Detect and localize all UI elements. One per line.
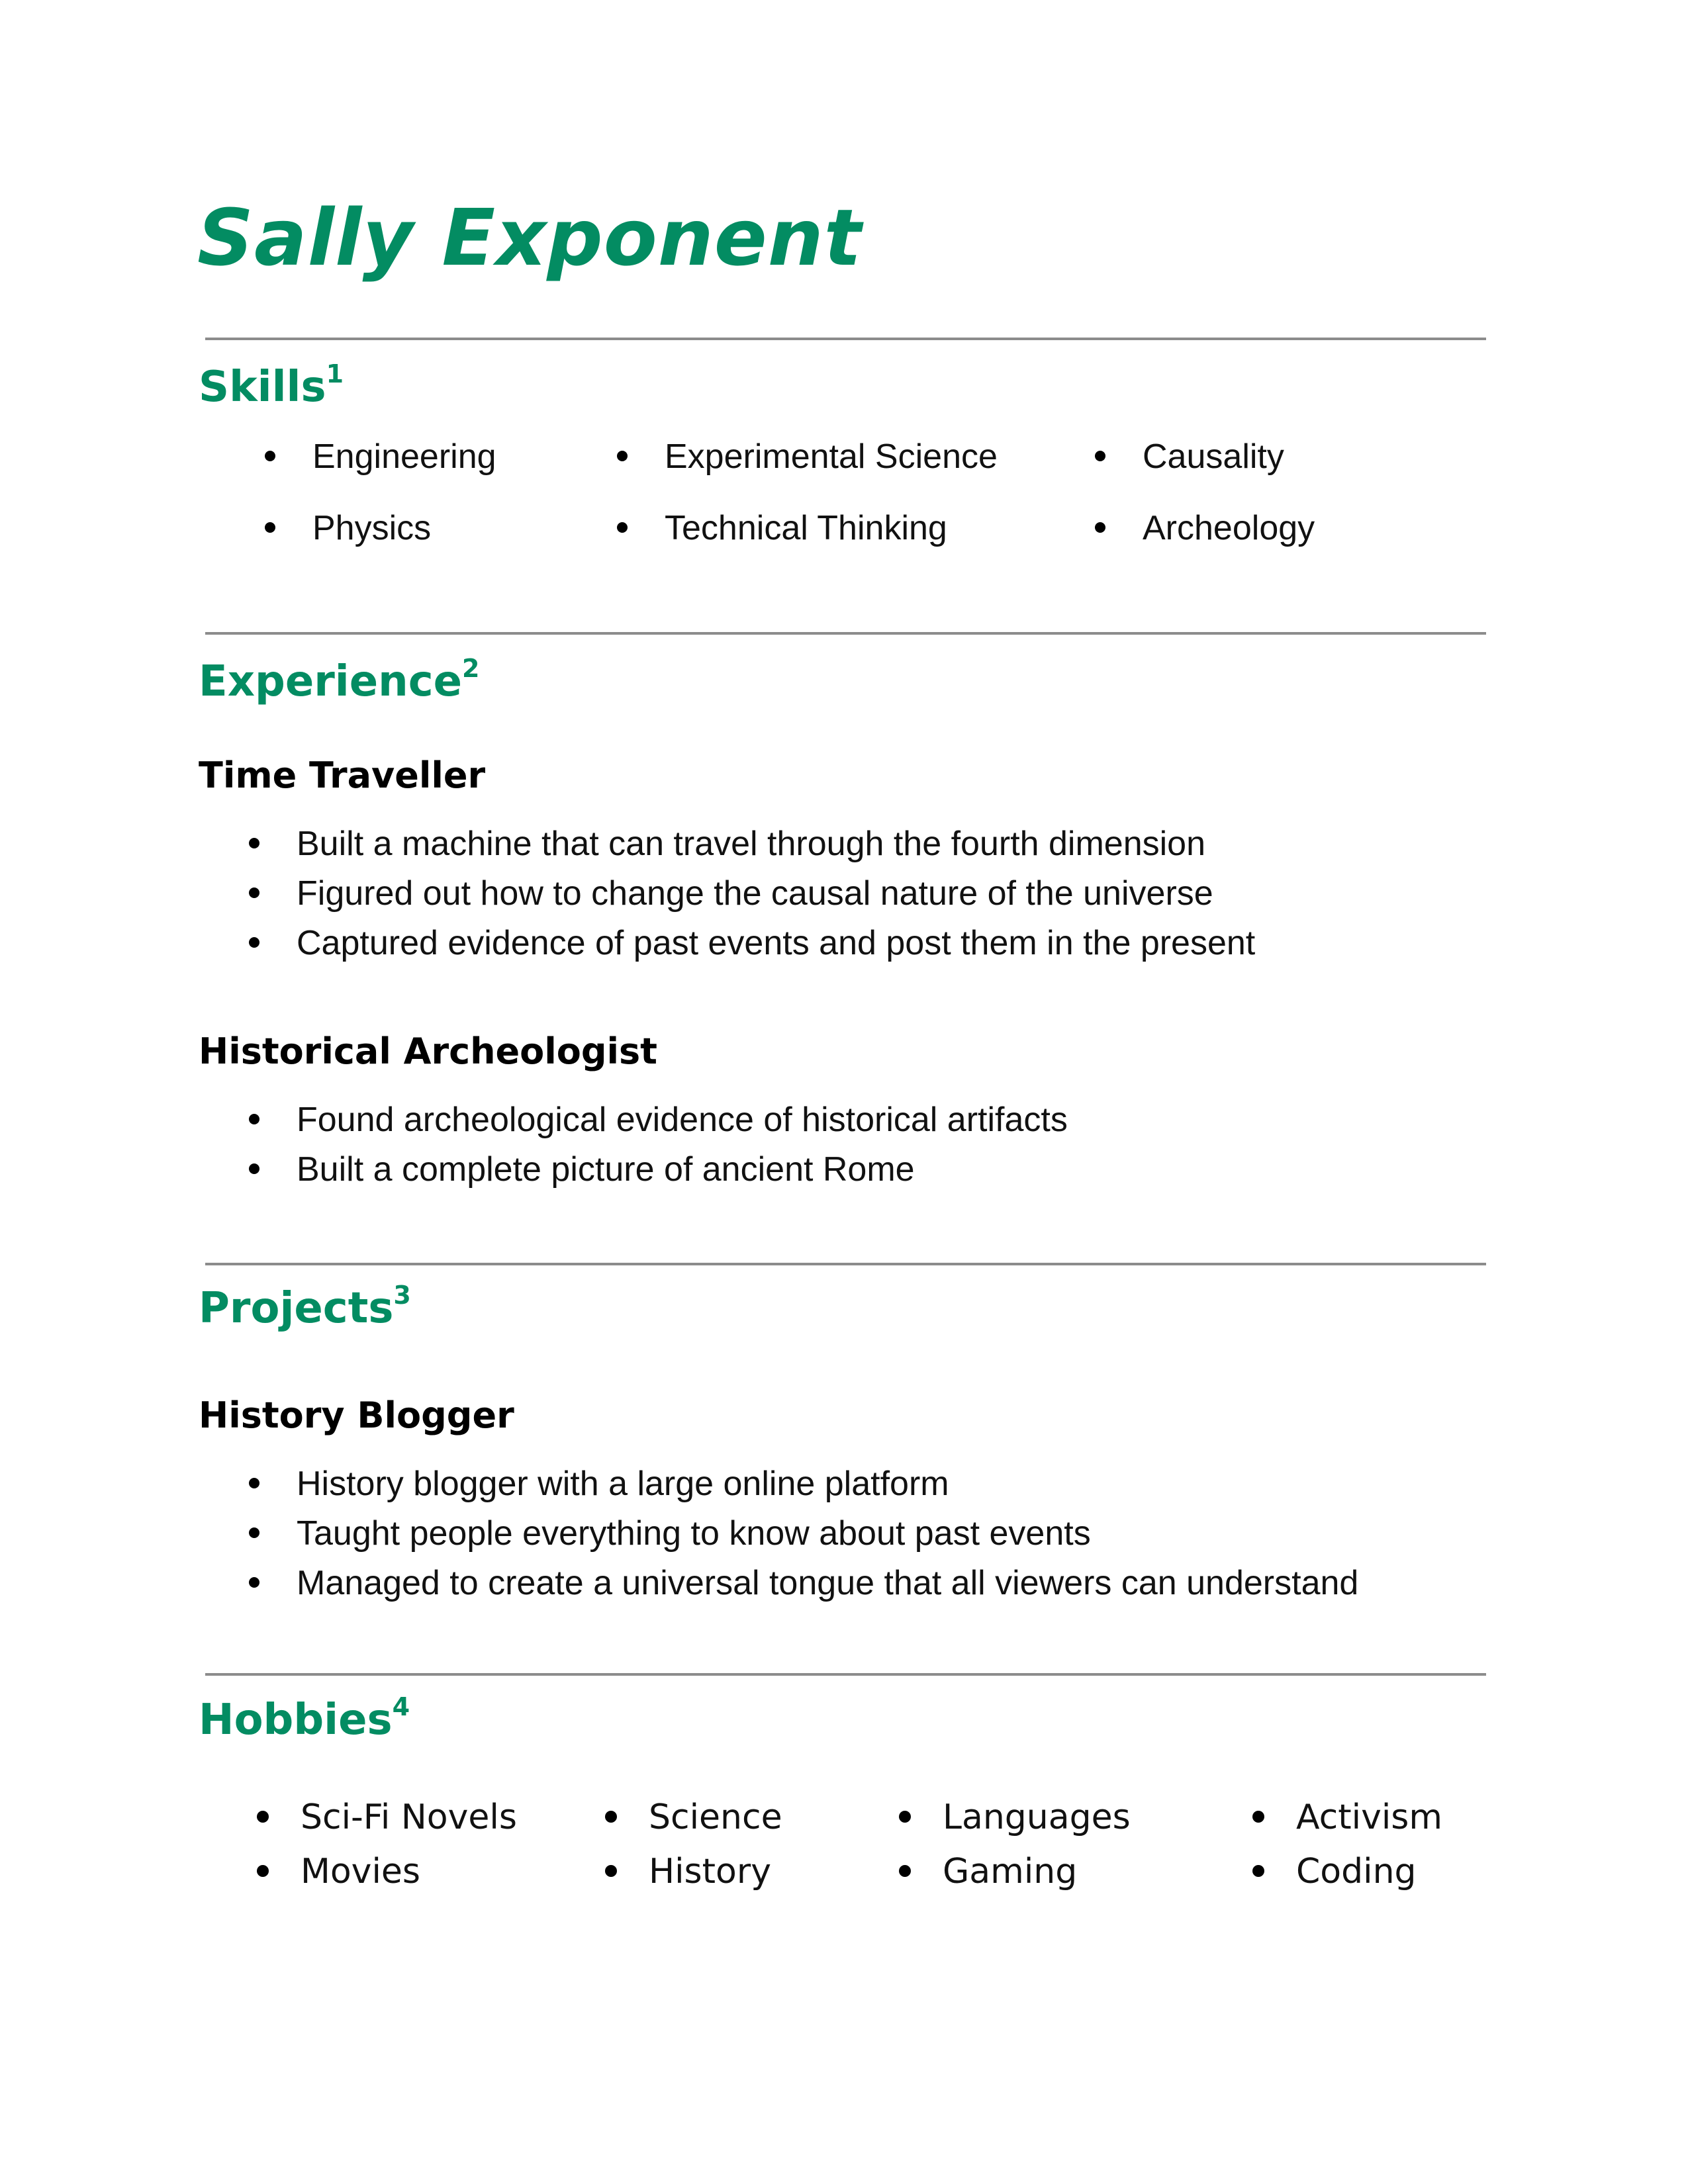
hobby-label: Gaming xyxy=(943,1852,1078,1891)
experience-footnote-marker: 2 xyxy=(462,653,480,683)
bullet-icon xyxy=(249,1527,259,1538)
skills-footnote-marker: 1 xyxy=(326,359,344,388)
skill-item xyxy=(1095,437,1284,477)
bullet-text: Taught people everything to know about past events xyxy=(297,1514,1091,1553)
bullet-text: Built a machine that can travel through the fourth dimension xyxy=(297,825,1206,863)
bullet-icon xyxy=(899,1811,911,1823)
section-divider xyxy=(205,338,1486,340)
skill-item xyxy=(617,437,998,477)
hobby-label: Activism xyxy=(1296,1797,1443,1837)
bullet-icon xyxy=(1095,451,1105,461)
skill-item xyxy=(1095,508,1315,548)
bullet-text: Built a complete picture of ancient Rome xyxy=(297,1150,915,1189)
bullet-icon xyxy=(249,1478,259,1488)
bullet-icon xyxy=(899,1865,911,1877)
bullet-icon xyxy=(249,1114,259,1124)
hobby-label: Movies xyxy=(301,1852,420,1891)
bullet-icon xyxy=(605,1811,617,1823)
bullet-text: Captured evidence of past events and post them in the present xyxy=(297,924,1256,962)
skill-item xyxy=(265,508,431,548)
hobby-label: Sci-Fi Novels xyxy=(301,1797,517,1837)
bullet-icon xyxy=(265,522,275,533)
skill-label: Engineering xyxy=(312,437,496,476)
hobbies-heading-label: Hobbies xyxy=(199,1696,393,1745)
section-divider xyxy=(205,1263,1486,1265)
hobby-item xyxy=(605,1797,782,1837)
hobby-label: Coding xyxy=(1296,1852,1417,1891)
experience-bullet xyxy=(249,1100,1068,1140)
hobby-item xyxy=(1252,1797,1442,1837)
section-divider xyxy=(205,1673,1486,1676)
hobby-label: Science xyxy=(649,1797,782,1837)
projects-heading xyxy=(199,1280,411,1333)
project-bullet xyxy=(249,1514,1091,1553)
hobby-label: History xyxy=(649,1852,771,1891)
skill-label: Physics xyxy=(312,509,432,547)
hobby-item xyxy=(899,1852,1077,1891)
bullet-icon xyxy=(1252,1865,1264,1877)
bullet-icon xyxy=(265,451,275,461)
experience-role: Historical Archeologist xyxy=(199,1030,657,1072)
skill-label: Archeology xyxy=(1143,509,1315,547)
bullet-icon xyxy=(1095,522,1105,533)
bullet-icon xyxy=(249,838,259,848)
bullet-text: Found archeological evidence of historical artifacts xyxy=(297,1101,1068,1139)
bullet-icon xyxy=(617,522,628,533)
experience-role: Time Traveller xyxy=(199,754,486,796)
experience-bullet xyxy=(249,874,1213,913)
bullet-icon xyxy=(1252,1811,1264,1823)
experience-bullet xyxy=(249,1150,915,1189)
skill-item xyxy=(617,508,947,548)
experience-heading-label: Experience xyxy=(199,657,463,706)
hobby-item xyxy=(257,1852,420,1891)
skills-heading-label: Skills xyxy=(199,363,326,412)
bullet-icon xyxy=(605,1865,617,1877)
experience-heading xyxy=(199,653,480,706)
skill-label: Experimental Science xyxy=(665,437,998,476)
project-bullet xyxy=(249,1563,1358,1603)
bullet-icon xyxy=(249,1163,259,1174)
hobbies-heading xyxy=(199,1692,410,1745)
bullet-icon xyxy=(257,1811,269,1823)
projects-footnote-marker: 3 xyxy=(393,1280,411,1310)
hobby-label: Languages xyxy=(943,1797,1131,1837)
bullet-icon xyxy=(249,1577,259,1588)
bullet-icon xyxy=(257,1865,269,1877)
bullet-text: Figured out how to change the causal nature of the universe xyxy=(297,874,1213,913)
resume-name: Sally Exponent xyxy=(197,192,863,283)
skills-heading xyxy=(199,359,344,412)
hobbies-footnote-marker: 4 xyxy=(392,1692,410,1721)
project-role: History Blogger xyxy=(199,1394,514,1436)
project-bullet xyxy=(249,1464,949,1504)
skill-item xyxy=(265,437,496,477)
experience-bullet xyxy=(249,923,1255,963)
skill-label: Causality xyxy=(1143,437,1284,476)
bullet-text: Managed to create a universal tongue that all viewers can understand xyxy=(297,1564,1359,1602)
hobby-item xyxy=(257,1797,517,1837)
hobby-item xyxy=(899,1797,1131,1837)
skill-label: Technical Thinking xyxy=(665,509,947,547)
experience-bullet xyxy=(249,824,1205,864)
bullet-icon xyxy=(249,887,259,898)
projects-heading-label: Projects xyxy=(199,1284,394,1333)
bullet-icon xyxy=(249,937,259,948)
section-divider xyxy=(205,632,1486,635)
bullet-icon xyxy=(617,451,628,461)
bullet-text: History blogger with a large online platform xyxy=(297,1465,949,1503)
hobby-item xyxy=(605,1852,771,1891)
hobby-item xyxy=(1252,1852,1417,1891)
